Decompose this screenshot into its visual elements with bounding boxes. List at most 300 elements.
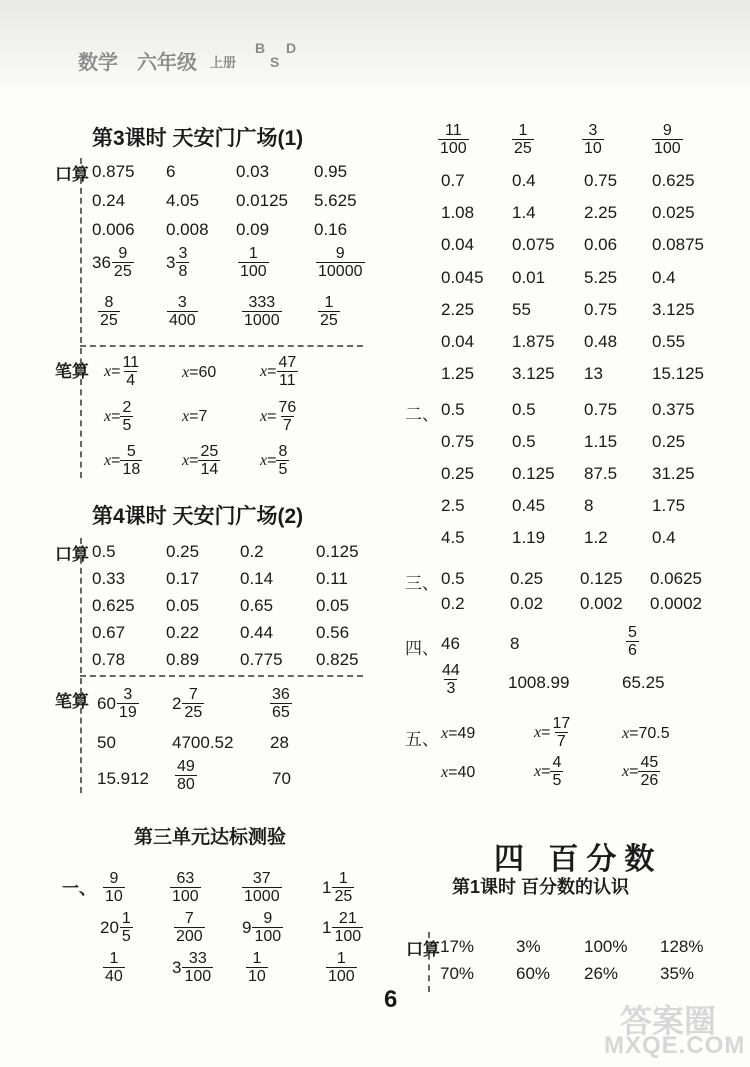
header-grade: 六年级	[137, 52, 197, 74]
l3-equation	[182, 364, 216, 382]
den: 100	[328, 968, 355, 985]
s2-cell: 0.45	[512, 496, 546, 515]
den: 100	[440, 140, 467, 157]
l4-cell: 0.825	[316, 650, 359, 669]
s3-cell: 0.5	[441, 569, 465, 588]
l3-cell: 0.16	[314, 220, 348, 239]
value: 60	[198, 364, 217, 381]
pct-cell: 35%	[660, 964, 695, 983]
s3-cell: 0.125	[580, 569, 623, 588]
lesson4-divider-v2	[80, 678, 82, 793]
lesson3-divider-v2	[80, 348, 82, 478]
num: 9	[109, 870, 119, 887]
r-fraction	[438, 122, 469, 157]
den: 10	[248, 968, 266, 985]
s2-cell: 0.5	[512, 400, 536, 419]
u3-fraction	[326, 950, 357, 985]
var-x: x	[622, 725, 630, 742]
r-cell: 0.75	[584, 300, 618, 319]
r-cell: 1.08	[441, 203, 475, 222]
var-x: x	[260, 362, 268, 380]
s4-fraction	[440, 662, 462, 697]
l3-cell: 0.008	[166, 220, 209, 239]
num: 5	[126, 443, 136, 460]
value: 40	[457, 764, 476, 781]
whole: 1	[322, 877, 332, 897]
whole: 3	[172, 957, 182, 977]
unit3-section-1: 一、	[62, 879, 96, 898]
pct-cell: 70%	[440, 964, 475, 983]
l4-cell: 50	[97, 733, 116, 752]
equals: =	[448, 764, 458, 781]
watermark-url: MXQE.COM	[604, 1032, 746, 1059]
r-cell: 13	[584, 364, 603, 383]
den: 25	[320, 312, 338, 329]
num: 1	[518, 122, 528, 139]
pct-cell: 60%	[516, 964, 551, 983]
l4-cell: 0.17	[166, 569, 200, 588]
num: 21	[338, 910, 357, 927]
num: 17	[552, 715, 571, 732]
lesson3-divider-v1	[80, 158, 82, 343]
num: 9	[263, 910, 273, 927]
value: 7	[198, 408, 208, 425]
r-cell: 2.25	[584, 203, 618, 222]
s3-cell: 0.25	[510, 569, 544, 588]
num: 25	[200, 443, 219, 460]
s2-cell: 2.5	[441, 496, 465, 515]
r-cell: 0.025	[652, 203, 695, 222]
section-3-label: 三、	[405, 574, 439, 593]
equals: =	[111, 362, 121, 380]
fraction	[276, 443, 289, 478]
section-5-label: 五、	[405, 730, 439, 749]
fraction	[276, 354, 298, 389]
den: 100	[184, 968, 212, 985]
num: 7	[188, 686, 198, 703]
l3-equation	[182, 443, 220, 478]
r-cell: 0.625	[652, 171, 695, 190]
l3-equation	[260, 399, 298, 434]
num: 9	[662, 122, 672, 139]
num: 9	[118, 245, 128, 262]
num: 8	[104, 294, 114, 311]
fraction	[638, 754, 660, 789]
l3-mixed	[92, 245, 134, 280]
s5-equation	[534, 715, 572, 750]
u3-mixed	[100, 910, 133, 945]
num: 7	[184, 910, 194, 927]
l3-fraction	[242, 294, 282, 329]
fraction	[112, 245, 134, 280]
pct-cell: 128%	[660, 937, 704, 956]
den: 26	[640, 772, 659, 789]
s2-cell: 0.5	[441, 400, 465, 419]
r-cell: 15.125	[652, 364, 704, 383]
u3-mixed	[242, 910, 283, 945]
equals: =	[629, 762, 639, 780]
l3-fraction	[238, 245, 269, 280]
var-x: x	[182, 451, 190, 469]
s5-equation	[622, 725, 670, 743]
s2-cell: 1.15	[584, 432, 618, 451]
r-cell: 1.875	[512, 332, 555, 351]
den: 11	[279, 372, 296, 389]
den: 5	[278, 461, 288, 478]
s2-cell: 8	[584, 496, 594, 515]
r-cell: 3.125	[652, 300, 695, 319]
whole: 36	[92, 252, 111, 272]
s4-fraction	[626, 624, 639, 659]
den: 8	[178, 263, 188, 280]
equals: =	[189, 364, 199, 381]
watermark-logo: 答案圈	[620, 1003, 717, 1039]
u3-mixed	[322, 910, 363, 945]
den: 5	[552, 772, 562, 789]
fraction	[120, 354, 141, 389]
var-x: x	[104, 407, 112, 425]
r-cell: 5.25	[584, 268, 618, 287]
l4-cell: 0.78	[92, 650, 126, 669]
s5-equation	[534, 754, 563, 789]
num: 45	[640, 754, 659, 771]
l3-equation	[182, 408, 207, 426]
fraction	[182, 950, 213, 985]
lesson4-title: 第4课时 天安门广场(2)	[92, 505, 304, 528]
whole: 1	[322, 917, 332, 937]
chapter-title: 四 百分数	[494, 843, 663, 876]
den: 19	[118, 704, 137, 721]
l3-cell: 0.875	[92, 162, 135, 181]
r-cell: 0.7	[441, 171, 465, 190]
equals: =	[267, 407, 277, 425]
s3-cell: 0.002	[580, 594, 623, 613]
num: 37	[252, 870, 271, 887]
l4-cell: 0.14	[240, 569, 274, 588]
num: 3	[588, 122, 598, 139]
l3-cell: 0.24	[92, 191, 126, 210]
l4-cell: 28	[270, 733, 289, 752]
r-fraction	[652, 122, 683, 157]
num: 11	[445, 122, 462, 139]
l4-cell: 15.912	[97, 769, 149, 788]
den: 1000	[244, 312, 280, 329]
den: 10000	[318, 263, 363, 280]
s2-cell: 1.19	[512, 528, 546, 547]
l4-fraction	[270, 686, 292, 721]
fraction	[332, 870, 354, 905]
r-cell: 1.4	[512, 203, 536, 222]
den: 5	[122, 417, 132, 434]
num: 63	[176, 870, 195, 887]
lesson4-divider-v1	[80, 538, 82, 673]
fraction	[117, 686, 139, 721]
num: 3	[177, 294, 187, 311]
l4-cell: 0.775	[240, 650, 283, 669]
lesson4-kousuan-label: 口算	[55, 545, 89, 564]
s2-cell: 0.375	[652, 400, 695, 419]
den: 25	[184, 704, 203, 721]
l4-cell: 0.56	[316, 623, 350, 642]
l3-cell: 5.625	[314, 191, 357, 210]
lesson3-divider-h	[80, 345, 363, 347]
num: 33	[188, 950, 207, 967]
var-x: x	[260, 451, 268, 469]
num: 36	[272, 686, 290, 703]
den: 18	[122, 461, 141, 478]
header-volume: 上册	[210, 55, 237, 70]
num: 1	[338, 870, 348, 887]
whole: 9	[242, 917, 252, 937]
s2-cell: 4.5	[441, 528, 465, 547]
den: 14	[200, 461, 219, 478]
header-edition-b: B	[255, 40, 266, 56]
den: 6	[628, 642, 637, 659]
den: 100	[172, 888, 199, 905]
l4-cell: 0.25	[166, 542, 200, 561]
l3-equation	[104, 443, 142, 478]
r-cell: 0.75	[584, 171, 618, 190]
var-x: x	[182, 408, 190, 425]
u3-fraction	[103, 870, 125, 905]
r-cell: 0.0875	[652, 235, 704, 254]
l4-fraction	[175, 758, 197, 793]
den: 400	[169, 312, 196, 329]
var-x: x	[622, 762, 630, 780]
lesson3-kousuan-label: 口算	[55, 165, 89, 184]
s3-cell: 0.02	[510, 594, 544, 613]
s4-cell: 8	[510, 634, 520, 653]
l3-cell: 0.006	[92, 220, 135, 239]
fraction	[252, 910, 283, 945]
l4-mixed	[97, 686, 139, 721]
l3-cell: 0.95	[314, 162, 348, 181]
s4-cell: 65.25	[622, 673, 665, 692]
equals: =	[111, 451, 121, 469]
l4-cell: 0.05	[316, 596, 350, 615]
fraction	[182, 686, 204, 721]
l4-cell: 0.67	[92, 623, 126, 642]
header-subject: 数学	[78, 52, 118, 74]
num: 2	[122, 399, 132, 416]
den: 25	[334, 888, 353, 905]
header-edition-s: S	[270, 54, 280, 70]
equals: =	[267, 362, 277, 380]
fraction	[198, 443, 220, 478]
r-fraction	[512, 122, 534, 157]
whole: 20	[100, 917, 119, 937]
lesson4-bisuan-label: 笔算	[55, 692, 89, 711]
r-cell: 0.01	[512, 268, 546, 287]
num: 1	[248, 245, 258, 262]
den: 4	[126, 372, 136, 389]
den: 7	[556, 733, 566, 750]
equals: =	[267, 451, 277, 469]
den: 80	[177, 776, 195, 793]
whole: 2	[172, 693, 182, 713]
r-fraction	[582, 122, 604, 157]
s2-cell: 31.25	[652, 464, 695, 483]
section-4-label: 四、	[405, 639, 439, 658]
var-x: x	[441, 764, 449, 781]
num: 11	[122, 354, 140, 371]
u3-fraction	[174, 910, 205, 945]
r-cell: 0.04	[441, 332, 475, 351]
l4-cell: 0.5	[92, 542, 116, 561]
l4-cell: 0.89	[166, 650, 200, 669]
r-cell: 3.125	[512, 364, 555, 383]
var-x: x	[534, 762, 542, 780]
s2-cell: 0.5	[512, 432, 536, 451]
chapter-lesson-title: 第1课时 百分数的认识	[452, 877, 630, 897]
whole: 3	[166, 252, 176, 272]
l4-cell: 0.22	[166, 623, 200, 642]
pct-cell: 100%	[584, 937, 628, 956]
l4-cell: 4700.52	[172, 733, 234, 752]
r-cell: 0.04	[441, 235, 475, 254]
den: 25	[100, 312, 118, 329]
s2-cell: 0.25	[652, 432, 686, 451]
l3-fraction	[98, 294, 120, 329]
s2-cell: 0.125	[512, 464, 555, 483]
s3-cell: 0.2	[441, 594, 465, 613]
num: 1	[336, 950, 346, 967]
page-number: 6	[384, 986, 398, 1013]
fraction	[550, 715, 572, 750]
value: 49	[457, 725, 476, 742]
s3-cell: 0.0625	[650, 569, 702, 588]
r-cell: 1.25	[441, 364, 475, 383]
num: 49	[177, 758, 195, 775]
l3-cell: 4.05	[166, 191, 200, 210]
den: 10	[584, 140, 602, 157]
var-x: x	[182, 364, 190, 381]
chapter-kousuan-label: 口算	[406, 940, 440, 959]
fraction	[550, 754, 563, 789]
num: 5	[628, 624, 637, 641]
den: 25	[113, 263, 132, 280]
den: 40	[105, 968, 123, 985]
num: 333	[248, 294, 276, 311]
den: 7	[282, 417, 292, 434]
l3-equation	[260, 354, 298, 389]
num: 1	[121, 910, 131, 927]
var-x: x	[104, 362, 112, 380]
s2-cell: 0.4	[652, 528, 676, 547]
l3-equation	[104, 399, 133, 434]
pct-cell: 17%	[440, 937, 475, 956]
s5-equation	[441, 725, 475, 743]
var-x: x	[441, 725, 449, 742]
u3-fraction	[246, 950, 268, 985]
l3-equation	[260, 443, 289, 478]
whole: 60	[97, 693, 116, 713]
l3-mixed	[166, 245, 189, 280]
r-cell: 2.25	[441, 300, 475, 319]
l3-fraction	[318, 294, 340, 329]
r-cell: 0.55	[652, 332, 686, 351]
l3-cell: 0.03	[236, 162, 270, 181]
den: 10	[105, 888, 123, 905]
r-cell: 0.4	[652, 268, 676, 287]
equals: =	[111, 407, 121, 425]
s2-cell: 87.5	[584, 464, 618, 483]
num: 3	[178, 245, 188, 262]
unit3-title: 第三单元达标测验	[134, 827, 287, 848]
equals: =	[448, 725, 458, 742]
den: 5	[121, 928, 131, 945]
l3-cell: 0.09	[236, 220, 270, 239]
fraction	[332, 910, 363, 945]
den: 100	[334, 928, 362, 945]
r-cell: 0.48	[584, 332, 618, 351]
l4-cell: 0.65	[240, 596, 274, 615]
fraction	[276, 399, 298, 434]
l4-cell: 70	[272, 769, 291, 788]
num: 44	[442, 662, 460, 679]
equals: =	[189, 451, 199, 469]
num: 47	[278, 354, 297, 371]
den: 100	[240, 263, 267, 280]
equals: =	[189, 408, 199, 425]
l3-equation	[104, 354, 141, 389]
equals: =	[629, 725, 639, 742]
r-cell: 55	[512, 300, 531, 319]
lesson3-title: 第3课时 天安门广场(1)	[92, 127, 304, 150]
equals: =	[541, 762, 551, 780]
var-x: x	[534, 723, 542, 741]
den: 25	[514, 140, 532, 157]
den: 3	[446, 680, 456, 697]
s4-cell: 1008.99	[508, 673, 570, 692]
s5-equation	[441, 764, 475, 782]
num: 4	[552, 754, 562, 771]
u3-mixed	[172, 950, 213, 985]
den: 65	[272, 704, 290, 721]
l4-cell: 0.125	[316, 542, 359, 561]
num: 9	[335, 245, 345, 262]
u3-fraction	[103, 950, 125, 985]
den: 200	[176, 928, 203, 945]
s2-cell: 0.25	[441, 464, 475, 483]
den: 1000	[244, 888, 280, 905]
s4-cell: 46	[441, 634, 460, 653]
num: 1	[324, 294, 334, 311]
l3-fraction	[316, 245, 365, 280]
equals: =	[541, 723, 551, 741]
fraction	[120, 910, 133, 945]
r-cell: 0.06	[584, 235, 618, 254]
u3-fraction	[170, 870, 201, 905]
num: 3	[123, 686, 133, 703]
header-edition-d: D	[286, 40, 297, 56]
r-cell: 0.075	[512, 235, 555, 254]
fraction	[120, 399, 133, 434]
section-2-label: 二、	[405, 405, 439, 424]
s2-cell: 1.75	[652, 496, 686, 515]
s2-cell: 0.75	[441, 432, 475, 451]
u3-mixed	[322, 870, 354, 905]
den: 100	[254, 928, 282, 945]
s2-cell: 0.75	[584, 400, 618, 419]
l4-cell: 0.11	[316, 569, 348, 588]
l3-fraction	[167, 294, 198, 329]
s3-cell: 0.0002	[650, 594, 702, 613]
l4-cell: 0.33	[92, 569, 126, 588]
u3-fraction	[242, 870, 282, 905]
num: 1	[109, 950, 119, 967]
num: 1	[252, 950, 262, 967]
